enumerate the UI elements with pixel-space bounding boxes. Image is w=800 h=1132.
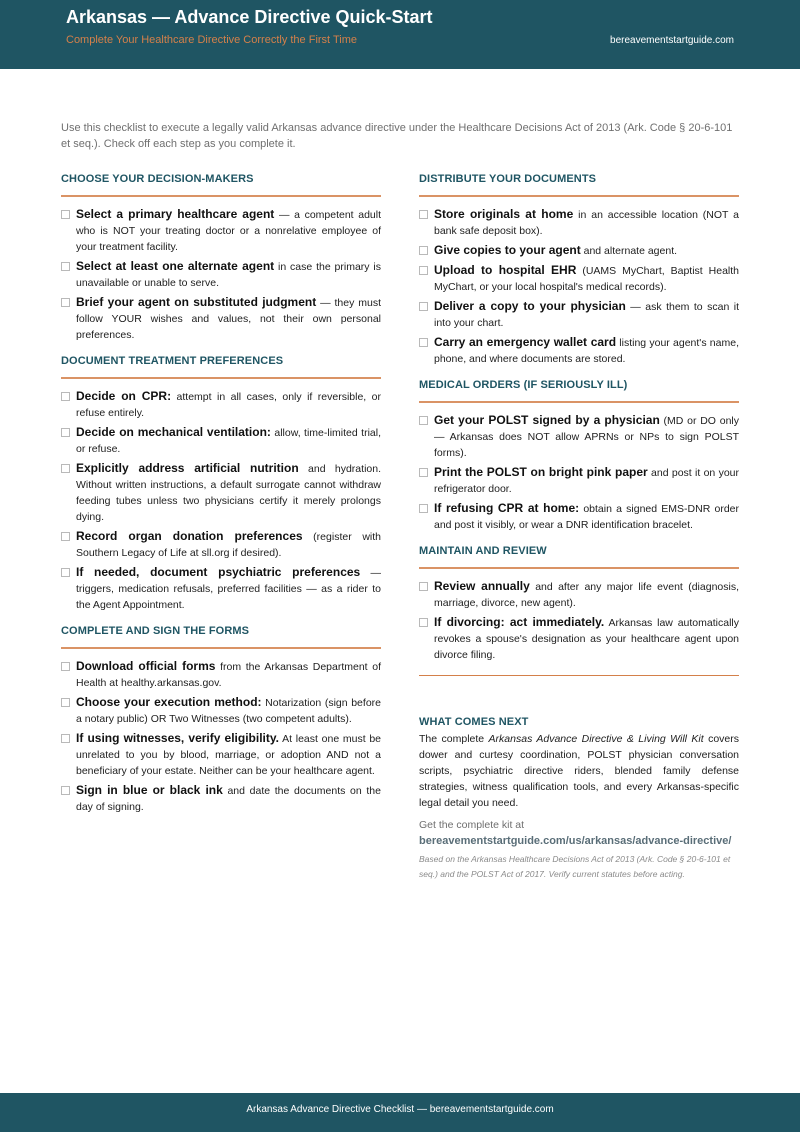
checklist-item-detail: allow, time-limited trial, or refuse. bbox=[76, 427, 381, 455]
section-rule bbox=[419, 567, 739, 569]
checklist-item-action: Decide on CPR: bbox=[76, 389, 172, 403]
checkbox[interactable] bbox=[61, 734, 70, 743]
checklist-item-action: Sign in blue or black ink bbox=[76, 783, 223, 797]
section-document-treatment-preferences bbox=[61, 353, 381, 613]
checklist-item-text bbox=[434, 262, 739, 295]
checkbox[interactable] bbox=[419, 302, 428, 311]
checklist-item-action: If using witnesses, verify eligibility. bbox=[76, 731, 279, 745]
page-header bbox=[0, 0, 800, 69]
section-title: MAINTAIN AND REVIEW bbox=[419, 545, 547, 557]
section-complete-and-sign-the-forms bbox=[61, 623, 381, 815]
kit-description bbox=[419, 731, 739, 811]
checklist-item-detail: and after any major life event (diagnosis, marriage, divorce, new agent). bbox=[434, 581, 739, 609]
section-choose-your-decision-makers bbox=[61, 171, 381, 343]
checklist-item-text bbox=[434, 206, 739, 239]
checklist-item-text bbox=[434, 298, 739, 331]
checklist-item bbox=[61, 782, 381, 815]
checkbox[interactable] bbox=[61, 210, 70, 219]
checklist-item-action: If needed, document psychiatric preferences bbox=[76, 565, 361, 579]
checklist-item-text bbox=[434, 578, 739, 611]
checklist-item-detail: from the Arkansas Department of Health at healthy.arkansas.gov. bbox=[76, 661, 381, 689]
checklist-item-action: Decide on mechanical ventilation: bbox=[76, 425, 271, 439]
checklist-item-action: Print the POLST on bright pink paper bbox=[434, 465, 648, 479]
checklist-item-action: Deliver a copy to your physician bbox=[434, 299, 626, 313]
checklist-item bbox=[61, 730, 381, 779]
checklist-item-text bbox=[76, 694, 381, 727]
checklist-item bbox=[419, 464, 739, 497]
checklist-item-text bbox=[76, 388, 381, 421]
checklist-item bbox=[419, 206, 739, 239]
checklist-item-action: Select a primary healthcare agent bbox=[76, 207, 275, 221]
checklist-item-detail: in case the primary is unavailable or unable to serve. bbox=[76, 261, 381, 289]
section-title: CHOOSE YOUR DECISION-MAKERS bbox=[61, 173, 254, 185]
checklist-item-action: Get your POLST signed by a physician bbox=[434, 413, 660, 427]
checklist-item-text bbox=[434, 464, 739, 497]
page-subtitle: Complete Your Healthcare Directive Correctly the First Time bbox=[66, 34, 357, 46]
footer-text: Arkansas Advance Directive Checklist — bereavementstartguide.com bbox=[246, 1104, 554, 1115]
checklist-item bbox=[61, 206, 381, 255]
checklist-item-action: If divorcing: act immediately. bbox=[434, 615, 605, 629]
checklist-item-action: Choose your execution method: bbox=[76, 695, 262, 709]
checklist-item-action: If refusing CPR at home: bbox=[434, 501, 580, 515]
checklist-item-detail: obtain a signed EMS-DNR order and post it visibly, or wear a DNR identification bracelet. bbox=[434, 503, 739, 531]
checklist-item-text bbox=[76, 658, 381, 691]
checklist-item-text bbox=[76, 258, 381, 291]
section-rule bbox=[61, 377, 381, 379]
checklist-item bbox=[61, 258, 381, 291]
checkbox[interactable] bbox=[61, 698, 70, 707]
page-footer bbox=[0, 1093, 800, 1132]
checkbox[interactable] bbox=[419, 246, 428, 255]
checklist-item bbox=[419, 262, 739, 295]
checklist-item-text bbox=[434, 412, 739, 461]
kit-url-link[interactable]: bereavementstartguide.com/us/arkansas/advance-directive/ bbox=[419, 835, 732, 847]
left-column bbox=[61, 171, 381, 825]
checkbox[interactable] bbox=[419, 504, 428, 513]
checklist-item bbox=[61, 388, 381, 421]
checklist-item-detail: and date the documents on the day of signing. bbox=[76, 785, 381, 813]
checklist-item-text bbox=[76, 730, 381, 779]
kit-body: covers dower and curtesy coordination, POLST physician conversation scripts, psychiatric directive riders, blended family defense strategies, witness qualification tools, and every Arkansas-specific legal detail you need. bbox=[419, 733, 740, 809]
checklist-item-action: Review annually bbox=[434, 579, 530, 593]
header-site-link[interactable]: bereavementstartguide.com bbox=[610, 35, 734, 46]
checkbox[interactable] bbox=[419, 266, 428, 275]
checklist-item bbox=[61, 528, 381, 561]
checklist-item-text bbox=[76, 206, 381, 255]
checklist-item bbox=[419, 500, 739, 533]
checklist-item-text bbox=[76, 294, 381, 343]
checklist-item-detail: attempt in all cases, only if reversible, or refuse entirely. bbox=[76, 391, 381, 419]
checklist-item-action: Select at least one alternate agent bbox=[76, 259, 275, 273]
checklist-item-detail: At least one must be unrelated to you by blood, marriage, or adoption AND not a beneficiary of your estate. Neither can be your healthcare agent. bbox=[76, 733, 381, 777]
checklist-item bbox=[419, 242, 739, 259]
checkbox[interactable] bbox=[419, 416, 428, 425]
right-column bbox=[419, 171, 739, 882]
checkbox[interactable] bbox=[61, 428, 70, 437]
intro-text: Use this checklist to execute a legally valid Arkansas advance directive under the Healthcare Decisions Act of 2013 (Ark. Code § 20-6-101 et seq.). Check off each step as you complete it. bbox=[61, 122, 733, 150]
checklist-item-text bbox=[76, 424, 381, 457]
checklist-item bbox=[61, 424, 381, 457]
section-maintain-and-review bbox=[419, 543, 739, 663]
section-rule bbox=[61, 647, 381, 649]
checklist-item-action: Store originals at home bbox=[434, 207, 574, 221]
checklist-item-action: Carry an emergency wallet card bbox=[434, 335, 617, 349]
checklist-item-text bbox=[434, 500, 739, 533]
checklist-item-detail: (MD or DO only — Arkansas does NOT allow APRNs or NPs to sign POLST forms). bbox=[434, 415, 739, 459]
checklist-item bbox=[61, 460, 381, 525]
checklist-item-action: Explicitly address artificial nutrition bbox=[76, 461, 299, 475]
checklist-item-detail: (register with Southern Legacy of Life at sll.org if desired). bbox=[76, 531, 382, 559]
checklist-item-action: Give copies to your agent bbox=[434, 243, 581, 257]
checkbox[interactable] bbox=[419, 618, 428, 627]
checklist-item-detail: — a competent adult who is NOT your treating doctor or a nonrelative employee of your treatment facility. bbox=[76, 209, 382, 253]
checklist-item-detail: in an accessible location (NOT a bank safe deposit box). bbox=[434, 209, 739, 237]
checkbox[interactable] bbox=[419, 582, 428, 591]
checkbox[interactable] bbox=[61, 786, 70, 795]
checklist-item-text bbox=[76, 528, 381, 561]
checklist-item-text bbox=[76, 460, 381, 525]
section-title: MEDICAL ORDERS (IF SERIOUSLY ILL) bbox=[419, 379, 628, 391]
checklist-item-action: Upload to hospital EHR bbox=[434, 263, 577, 277]
checklist-item-detail: Arkansas law automatically revokes a spouse's designation as your healthcare agent upon divorce filing. bbox=[434, 617, 739, 661]
checklist-item-detail: and hydration. Without written instructions, a default surrogate cannot withdraw feeding tubes unless two physicians certify it merely prolongs dying. bbox=[76, 463, 381, 523]
kit-lead: The complete bbox=[419, 733, 489, 745]
checklist-item-detail: — triggers, medication refusals, preferred facilities — as a rider to the Agent Appointment. bbox=[76, 567, 382, 611]
checklist-item-text bbox=[434, 242, 739, 259]
section-title-what-comes-next: WHAT COMES NEXT bbox=[419, 716, 529, 728]
checklist-item-detail: listing your agent's name, phone, and where documents are stored. bbox=[434, 337, 739, 365]
checkbox[interactable] bbox=[61, 298, 70, 307]
checklist-item-detail: — ask them to scan it into your chart. bbox=[434, 301, 740, 329]
checklist-item bbox=[61, 294, 381, 343]
checklist-item-detail: Notarization (sign before a notary public) OR Two Witnesses (two competent adults). bbox=[76, 697, 381, 725]
section-title: DOCUMENT TREATMENT PREFERENCES bbox=[61, 355, 284, 367]
checklist-item-detail: (UAMS MyChart, Baptist Health MyChart, or your local hospital's medical records). bbox=[434, 265, 739, 293]
checklist-item-action: Brief your agent on substituted judgment bbox=[76, 295, 317, 309]
checkbox[interactable] bbox=[61, 392, 70, 401]
kit-get-label: Get the complete kit at bbox=[419, 819, 525, 831]
section-divider bbox=[419, 675, 739, 676]
section-distribute-your-documents bbox=[419, 171, 739, 367]
section-title: DISTRIBUTE YOUR DOCUMENTS bbox=[419, 173, 597, 185]
checklist-item-text bbox=[76, 564, 381, 613]
kit-name: Arkansas Advance Directive & Living Will Kit bbox=[488, 733, 704, 745]
checkbox[interactable] bbox=[419, 468, 428, 477]
checklist-item bbox=[419, 298, 739, 331]
section-title: COMPLETE AND SIGN THE FORMS bbox=[61, 625, 250, 637]
checklist-item bbox=[61, 694, 381, 727]
checklist-item bbox=[61, 564, 381, 613]
checklist-item-detail: — they must follow YOUR wishes and values, not their own personal preferences. bbox=[76, 297, 381, 341]
checklist-item-action: Record organ donation preferences bbox=[76, 529, 303, 543]
checklist-item bbox=[419, 578, 739, 611]
checklist-item-text bbox=[434, 334, 739, 367]
checkbox[interactable] bbox=[61, 568, 70, 577]
checkbox[interactable] bbox=[61, 262, 70, 271]
checklist-item bbox=[419, 614, 739, 663]
checklist-item bbox=[61, 658, 381, 691]
checklist-item bbox=[419, 412, 739, 461]
page-title: Arkansas — Advance Directive Quick-Start bbox=[66, 7, 433, 27]
section-rule bbox=[419, 401, 739, 403]
checklist-item bbox=[419, 334, 739, 367]
checklist-item-detail: and alternate agent. bbox=[580, 245, 678, 257]
checkbox[interactable] bbox=[61, 464, 70, 473]
checkbox[interactable] bbox=[419, 210, 428, 219]
checklist-item-action: Download official forms bbox=[76, 659, 216, 673]
section-rule bbox=[419, 195, 739, 197]
checklist-item-detail: and post it on your refrigerator door. bbox=[434, 467, 739, 495]
section-rule bbox=[61, 195, 381, 197]
checkbox[interactable] bbox=[61, 532, 70, 541]
checklist-item-text bbox=[76, 782, 381, 815]
legal-fineprint: Based on the Arkansas Healthcare Decisions Act of 2013 (Ark. Code § 20-6-101 et seq.) and the POLST Act of 2017. Verify current statutes before acting. bbox=[419, 854, 731, 879]
section-medical-orders-if-seriously-ill bbox=[419, 377, 739, 533]
checkbox[interactable] bbox=[419, 338, 428, 347]
checklist-item-text bbox=[434, 614, 739, 663]
checkbox[interactable] bbox=[61, 662, 70, 671]
